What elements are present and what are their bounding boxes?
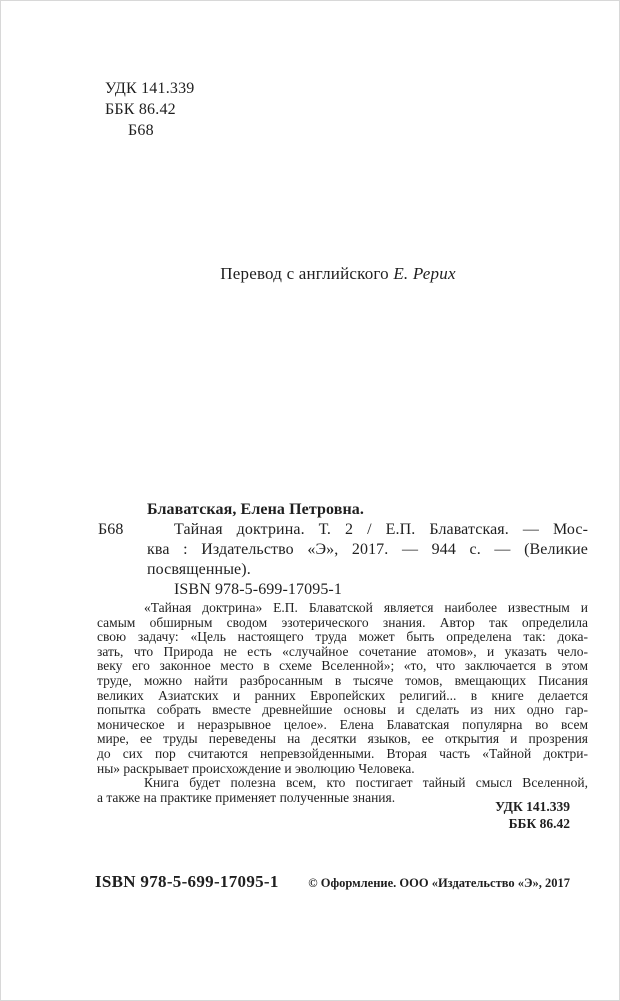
annotation-line: до сих пор считаются непревзойденными. Вторая часть «Тайной доктри- bbox=[97, 745, 588, 761]
annotation-line: великих Азиатских и ранних Европейских религий... в книге делается bbox=[97, 687, 588, 703]
imprint-footer bbox=[95, 872, 570, 892]
top-classification-block bbox=[105, 78, 195, 141]
udk-line-bold: УДК 141.339 bbox=[495, 799, 570, 814]
author-sign-code: Б68 bbox=[128, 122, 154, 139]
annotation-line: «Тайная доктрина» Е.П. Блаватской является наиболее известным и bbox=[144, 600, 588, 615]
annotation-line: веку его законное место в схеме Вселенной»; «то, что заключается в этом bbox=[97, 658, 588, 674]
annotation-line: Книга будет полезна всем, кто постигает тайный смысл Вселенной, bbox=[144, 775, 588, 791]
annotation-block bbox=[97, 601, 588, 805]
card-author: Блаватская, Елена Петровна. bbox=[147, 501, 364, 518]
bottom-classification-block bbox=[97, 799, 570, 832]
translator-name: Е. Рерих bbox=[393, 264, 456, 283]
card-isbn: ISBN 978-5-699-17095-1 bbox=[174, 581, 342, 598]
translator-line bbox=[56, 264, 620, 284]
card-title-line-3: посвященные). bbox=[147, 561, 251, 578]
annotation-line: труде, можно найти разбросанным в тысяче томов, вмещающих Писания bbox=[97, 672, 588, 688]
card-title-line-2: ква : Издательство «Э», 2017. — 944 с. — (Великие bbox=[147, 541, 588, 558]
annotation-line: мире, ее труды переведены на десятки языков, ее открытия и прозрения bbox=[97, 731, 588, 747]
footer-isbn: ISBN 978-5-699-17095-1 bbox=[95, 872, 279, 891]
annotation-line: свою задачу: «Цель настоящего труда может быть определена так: дока- bbox=[97, 629, 588, 645]
udk-line: УДК 141.339 bbox=[105, 80, 195, 97]
annotation-line: зать, что Природа не есть «случайное сочетание атомов», и указать чело- bbox=[97, 643, 588, 659]
annotation-line: попытка собрать вместе древнейшие основы и сделать из них одно гар- bbox=[97, 702, 588, 718]
bbk-line: ББК 86.42 bbox=[105, 101, 176, 118]
translator-prefix: Перевод с английского bbox=[220, 264, 394, 283]
annotation-line: ны» раскрывает происхождение и эволюцию Человека. bbox=[97, 760, 415, 776]
bbk-line-bold: ББК 86.42 bbox=[508, 815, 570, 831]
annotation-line: а также на практике применяет полученные знания. bbox=[97, 789, 396, 805]
card-author-sign: Б68 bbox=[98, 521, 124, 538]
catalog-card bbox=[98, 500, 588, 600]
annotation-line: моническое и неразрывное целое». Елена Блаватская популярна во всем bbox=[97, 716, 588, 732]
card-title-line-1: Тайная доктрина. Т. 2 / Е.П. Блаватская. — Мос- bbox=[174, 521, 588, 538]
footer-copyright: © Оформление. ООО «Издательство «Э», 2017 bbox=[308, 876, 570, 890]
annotation-line: самым обширным сводом эзотерического знания. Автор так определила bbox=[97, 614, 588, 630]
